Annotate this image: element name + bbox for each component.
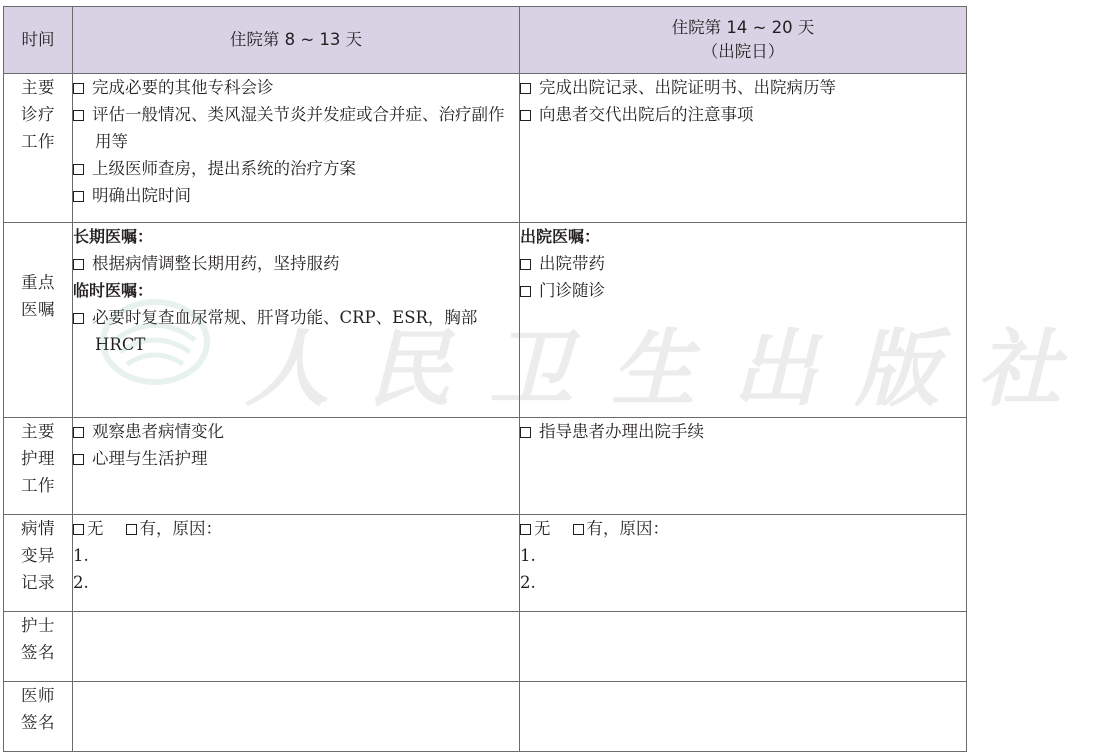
- option-yes-label: 有，原因：: [586, 519, 669, 538]
- header-row: [4, 7, 967, 74]
- checklist-text: 明确出院时间: [92, 186, 191, 205]
- header-day-8-13: 住院第 8 ~ 13 天: [73, 7, 520, 74]
- checkbox-none[interactable]: [520, 524, 531, 535]
- checklist-text: 心理与生活护理: [92, 449, 208, 468]
- doctor-signature-day-8-13[interactable]: [73, 682, 520, 752]
- label-line: 签名: [21, 643, 55, 662]
- checklist-item: [520, 74, 966, 101]
- checkbox[interactable]: [520, 427, 531, 438]
- row-nurse-signature: [4, 612, 967, 682]
- temporary-orders-heading: 临时医嘱：: [73, 281, 154, 300]
- row-key-orders: [4, 223, 967, 418]
- checkbox[interactable]: [520, 83, 531, 94]
- checklist-text: 观察患者病情变化: [92, 422, 224, 441]
- checkbox-none[interactable]: [73, 524, 84, 535]
- checklist-text: 根据病情调整长期用药，坚持服药: [92, 254, 340, 273]
- label-line: 重点: [21, 273, 55, 292]
- checklist-item: [73, 155, 519, 182]
- label-line: 工作: [21, 476, 55, 495]
- checkbox-yes[interactable]: [126, 524, 137, 535]
- row-variance-record: [4, 515, 967, 612]
- main-work-day-8-13: [73, 74, 520, 223]
- variance-day-8-13: [73, 515, 520, 612]
- checklist-text: 完成必要的其他专科会诊: [92, 78, 274, 97]
- checklist-text: 上级医师查房，提出系统的治疗方案: [92, 159, 356, 178]
- checklist-item: [73, 250, 519, 277]
- checklist-item: [73, 418, 519, 445]
- header-discharge-day: （出院日）: [701, 42, 785, 61]
- label-line: 记录: [21, 573, 55, 592]
- key-orders-day-8-13: [73, 223, 520, 418]
- label-line: 护理: [21, 449, 55, 468]
- header-time: 时间: [4, 7, 73, 74]
- label-line: 医嘱: [21, 300, 55, 319]
- nurse-signature-day-8-13[interactable]: [73, 612, 520, 682]
- variance-options: [73, 515, 519, 542]
- publisher-watermark-text: 人民卫生出版社: [245, 319, 1099, 418]
- checkbox[interactable]: [73, 259, 84, 270]
- row-label-nursing-work: [4, 418, 73, 515]
- checklist-text: 必要时复查血尿常规、肝肾功能、CRP、ESR，胸部HRCT: [92, 308, 478, 354]
- checklist-item: [73, 101, 519, 155]
- checklist-text: 完成出院记录、出院证明书、出院病历等: [539, 78, 836, 97]
- checklist-text: 出院带药: [539, 254, 605, 273]
- key-orders-day-14-20: [520, 223, 967, 418]
- label-line: 护士: [21, 616, 55, 635]
- label-line: 签名: [21, 713, 55, 732]
- nursing-work-day-8-13: [73, 418, 520, 515]
- row-label-variance-record: [4, 515, 73, 612]
- checklist-item: [520, 101, 966, 128]
- checklist-item: [73, 445, 519, 472]
- option-yes-label: 有，原因：: [139, 519, 222, 538]
- nursing-work-day-14-20: [520, 418, 967, 515]
- row-label-key-orders: [4, 223, 73, 418]
- row-doctor-signature: [4, 682, 967, 752]
- discharge-orders-heading: 出院医嘱：: [520, 227, 601, 246]
- checkbox[interactable]: [73, 454, 84, 465]
- checklist-text: 向患者交代出院后的注意事项: [539, 105, 754, 124]
- checklist-item: [73, 74, 519, 101]
- label-line: 诊疗: [21, 105, 55, 124]
- variance-reason-2[interactable]: 2.: [520, 573, 536, 592]
- row-nursing-work: [4, 418, 967, 515]
- checkbox[interactable]: [73, 427, 84, 438]
- checklist-text: 评估一般情况、类风湿关节炎并发症或合并症、治疗副作用等: [92, 105, 505, 151]
- variance-options: [520, 515, 966, 542]
- checkbox[interactable]: [73, 83, 84, 94]
- checkbox[interactable]: [73, 110, 84, 121]
- label-line: 变异: [21, 546, 55, 565]
- checklist-item: [520, 277, 966, 304]
- clinical-pathway-table: [3, 6, 967, 752]
- checklist-item: [73, 304, 519, 358]
- label-line: 主要: [21, 422, 55, 441]
- checkbox[interactable]: [520, 286, 531, 297]
- label-line: 医师: [21, 686, 55, 705]
- checklist-text: 门诊随诊: [539, 281, 605, 300]
- doctor-signature-day-14-20[interactable]: [520, 682, 967, 752]
- checkbox-yes[interactable]: [573, 524, 584, 535]
- header-day-14-20: [520, 7, 967, 74]
- main-work-day-14-20: [520, 74, 967, 223]
- long-term-orders-heading: 长期医嘱：: [73, 227, 154, 246]
- row-label-nurse-signature: [4, 612, 73, 682]
- checklist-item: [520, 418, 966, 445]
- checklist-text: 指导患者办理出院手续: [539, 422, 704, 441]
- variance-reason-1[interactable]: 1.: [520, 546, 536, 565]
- checklist-item: [520, 250, 966, 277]
- row-label-doctor-signature: [4, 682, 73, 752]
- nurse-signature-day-14-20[interactable]: [520, 612, 967, 682]
- option-none-label: 无: [534, 519, 551, 538]
- checkbox[interactable]: [73, 313, 84, 324]
- checkbox[interactable]: [73, 191, 84, 202]
- header-day-14-20-title: 住院第 14 ~ 20 天: [671, 18, 815, 37]
- label-line: 主要: [21, 78, 55, 97]
- checkbox[interactable]: [520, 259, 531, 270]
- variance-day-14-20: [520, 515, 967, 612]
- checkbox[interactable]: [73, 164, 84, 175]
- row-main-work: [4, 74, 967, 223]
- checkbox[interactable]: [520, 110, 531, 121]
- label-line: 病情: [21, 519, 55, 538]
- option-none-label: 无: [87, 519, 104, 538]
- checklist-item: [73, 182, 519, 209]
- label-line: 工作: [21, 132, 55, 151]
- variance-reason-2[interactable]: 2.: [73, 573, 89, 592]
- variance-reason-1[interactable]: 1.: [73, 546, 89, 565]
- row-label-main-work: [4, 74, 73, 223]
